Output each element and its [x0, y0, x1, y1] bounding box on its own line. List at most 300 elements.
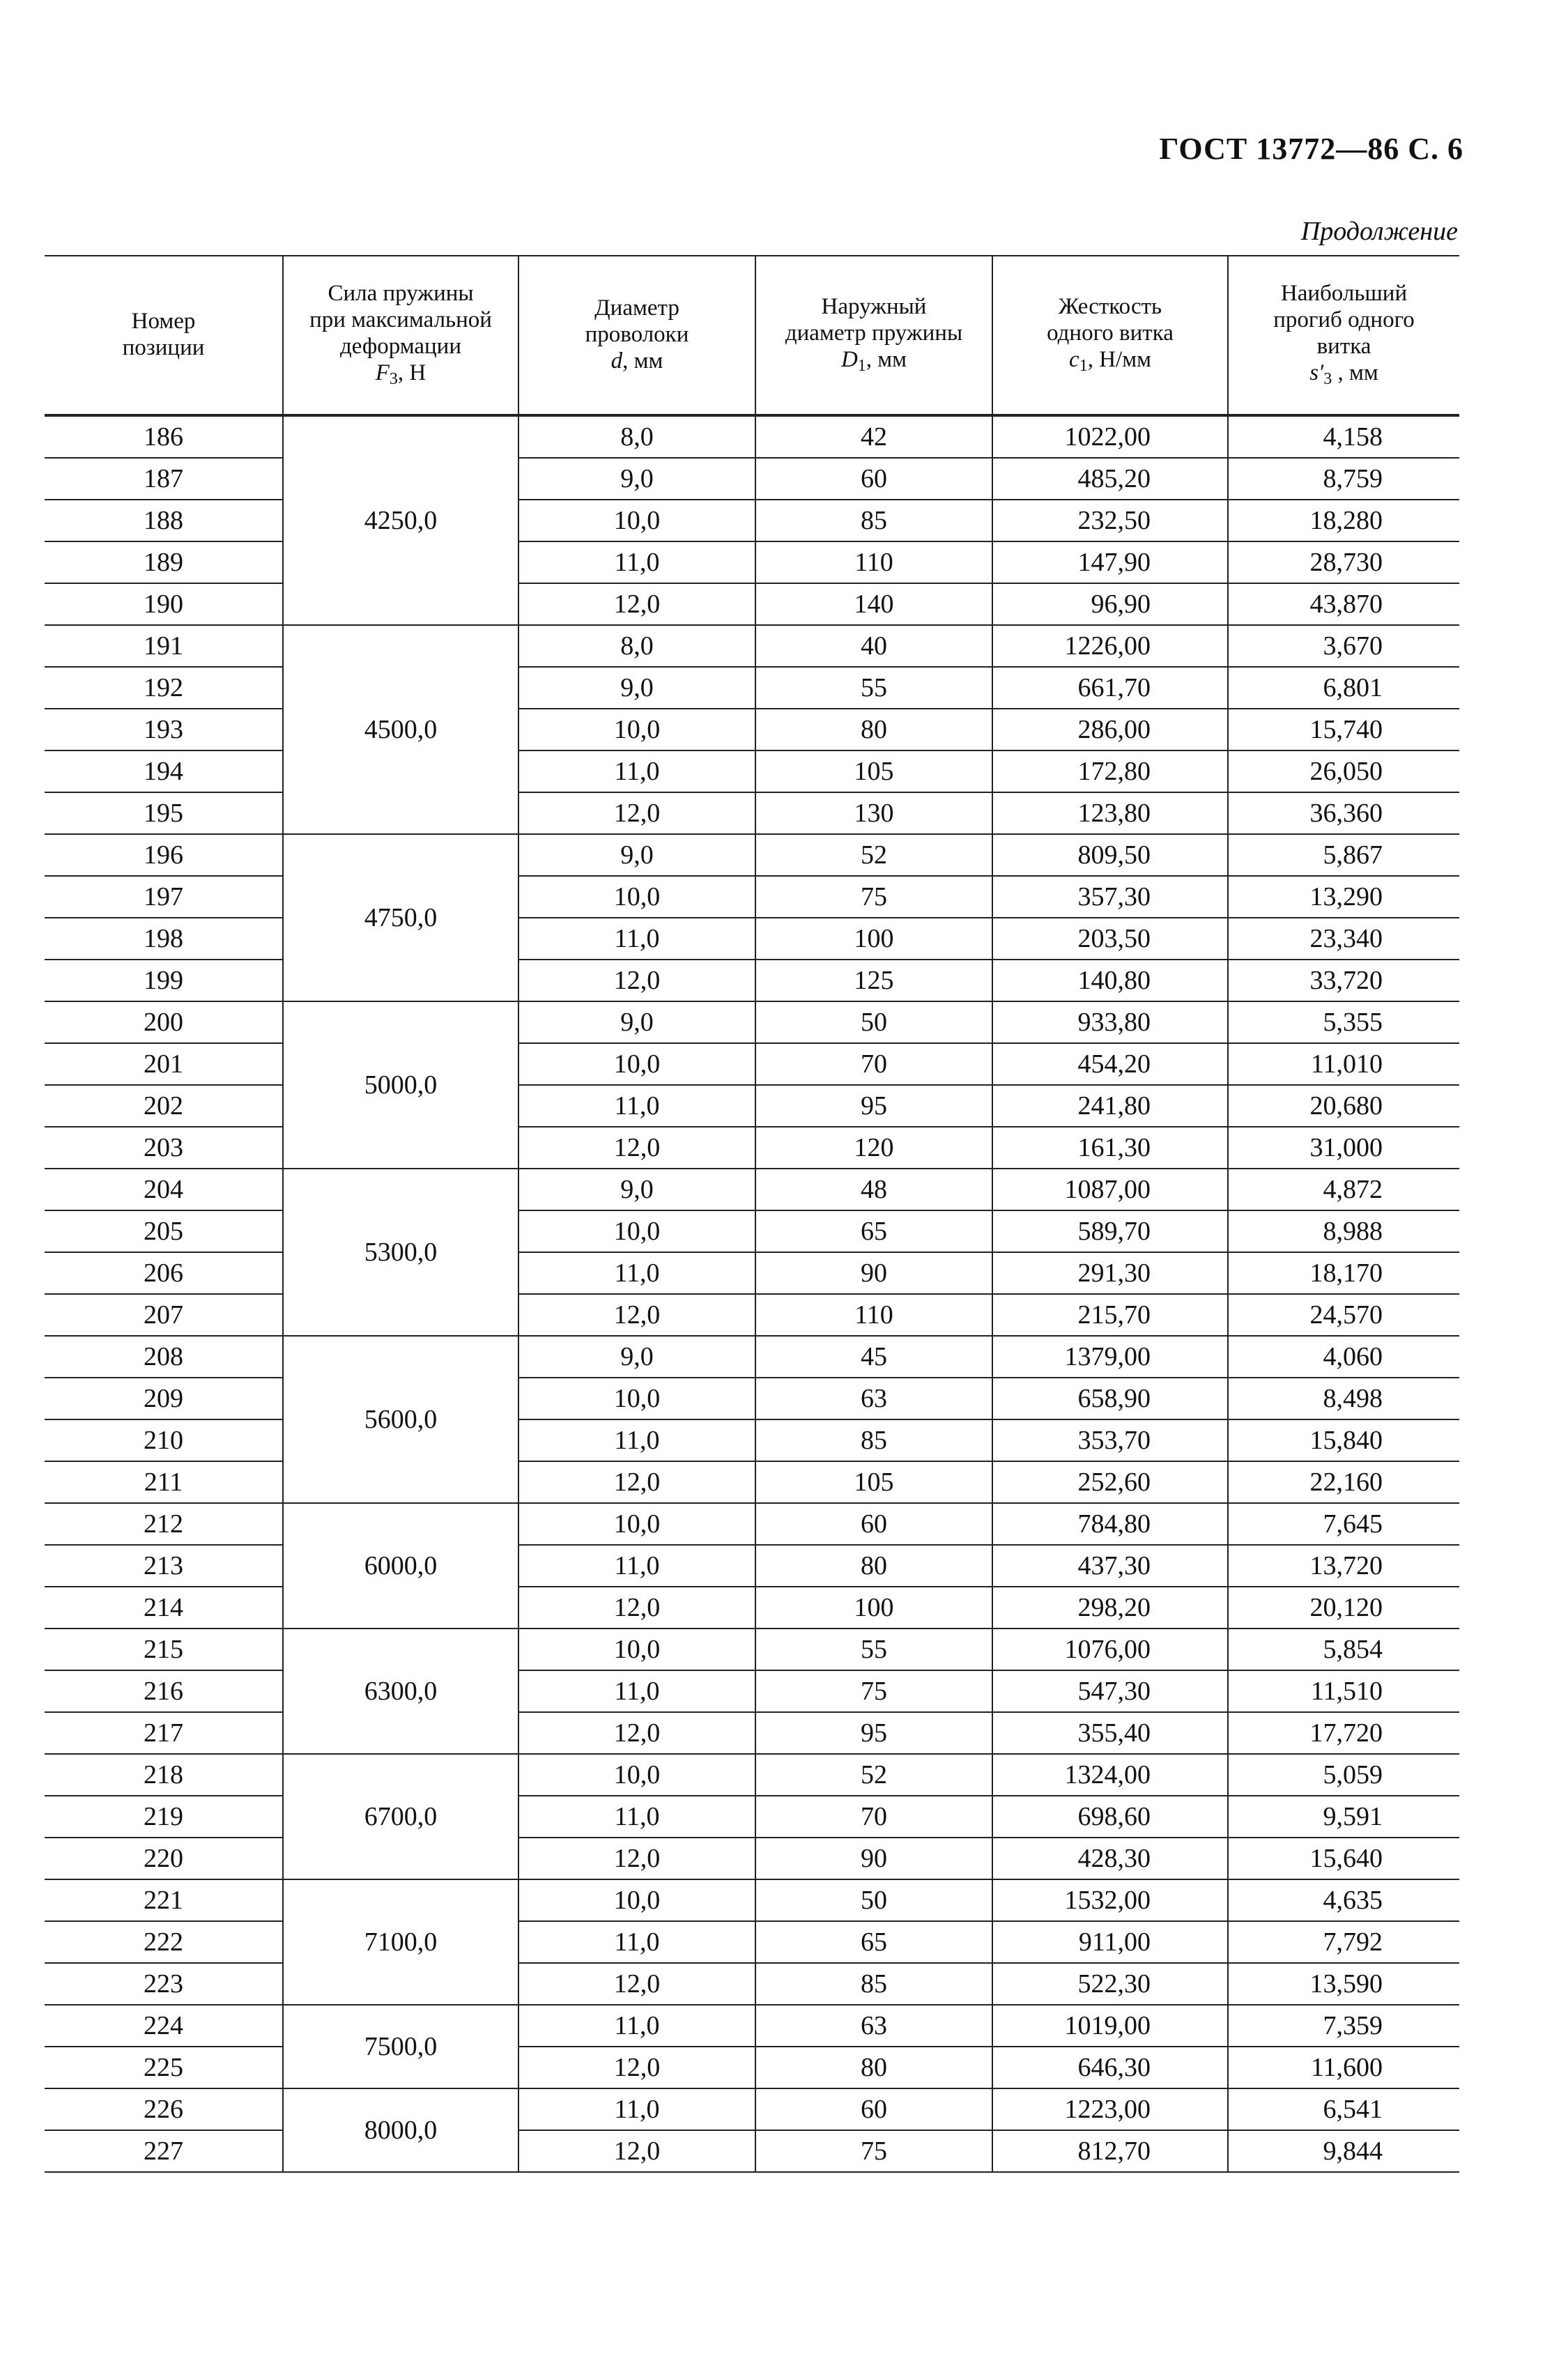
table-row [45, 1587, 1459, 1629]
table-row [45, 1169, 1459, 1210]
position-header [45, 256, 283, 415]
wire-diameter-cell: 12,0 [518, 1294, 755, 1336]
stiffness-cell: 547,30 [992, 1670, 1228, 1712]
force-cell: 6000,0 [283, 1503, 518, 1629]
position-cell: 209 [45, 1378, 283, 1419]
position-cell: 217 [45, 1712, 283, 1754]
deflection-cell: 8,988 [1228, 1210, 1459, 1252]
stiffness-cell: 147,90 [992, 541, 1228, 583]
deflection-cell: 24,570 [1228, 1294, 1459, 1336]
wire-diameter-cell: 11,0 [518, 750, 755, 792]
force-cell: 4250,0 [283, 415, 518, 625]
stiffness-cell: 911,00 [992, 1921, 1228, 1963]
stiffness-cell: 1076,00 [992, 1629, 1228, 1670]
position-cell: 193 [45, 709, 283, 750]
position-cell: 224 [45, 2005, 283, 2047]
stiffness-cell: 933,80 [992, 1001, 1228, 1043]
header-line: Жесткость [1058, 294, 1162, 320]
wire-diameter-cell: 11,0 [518, 918, 755, 960]
position-cell: 207 [45, 1294, 283, 1336]
wire-diameter-cell: 12,0 [518, 2047, 755, 2088]
wire-diameter-cell: 10,0 [518, 876, 755, 918]
deflection-cell: 7,645 [1228, 1503, 1459, 1545]
wire-diameter-cell: 9,0 [518, 834, 755, 876]
wire-diameter-cell: 10,0 [518, 1754, 755, 1796]
wire-diameter-cell: 11,0 [518, 1670, 755, 1712]
table-row [45, 2088, 1459, 2130]
header-unit: , мм [866, 347, 907, 373]
header-line: Диаметр [594, 295, 679, 321]
wire-diameter-cell: 11,0 [518, 1545, 755, 1587]
table-row [45, 1043, 1459, 1085]
deflection-cell: 18,170 [1228, 1252, 1459, 1294]
spring-table [45, 255, 1459, 2173]
position-cell: 198 [45, 918, 283, 960]
stiffness-cell: 646,30 [992, 2047, 1228, 2088]
stiffness-cell: 215,70 [992, 1294, 1228, 1336]
table-row [45, 960, 1459, 1001]
position-cell: 187 [45, 458, 283, 500]
deflection-cell: 15,640 [1228, 1838, 1459, 1879]
wire-diameter-cell: 10,0 [518, 1378, 755, 1419]
outer-diameter-header [755, 256, 992, 415]
position-cell: 213 [45, 1545, 283, 1587]
header-line: деформации [339, 334, 461, 360]
wire-diameter-cell: 12,0 [518, 2130, 755, 2172]
deflection-cell: 5,059 [1228, 1754, 1459, 1796]
table-row [45, 1461, 1459, 1503]
outer-diameter-cell: 95 [755, 1085, 992, 1127]
deflection-cell: 11,600 [1228, 2047, 1459, 2088]
outer-diameter-cell: 40 [755, 625, 992, 667]
outer-diameter-cell: 63 [755, 1378, 992, 1419]
stiffness-cell: 485,20 [992, 458, 1228, 500]
force-cell: 5600,0 [283, 1336, 518, 1503]
table-row [45, 1670, 1459, 1712]
outer-diameter-cell: 80 [755, 2047, 992, 2088]
force-cell: 6300,0 [283, 1629, 518, 1754]
outer-diameter-cell: 65 [755, 1210, 992, 1252]
deflection-cell: 13,290 [1228, 876, 1459, 918]
table-row [45, 918, 1459, 960]
stiffness-cell: 812,70 [992, 2130, 1228, 2172]
header-line: Сила пружины [328, 281, 474, 307]
wire-diameter-cell: 12,0 [518, 792, 755, 834]
position-cell: 225 [45, 2047, 283, 2088]
deflection-cell: 4,872 [1228, 1169, 1459, 1210]
position-cell: 223 [45, 1963, 283, 2005]
outer-diameter-cell: 75 [755, 1670, 992, 1712]
deflection-cell: 20,680 [1228, 1085, 1459, 1127]
wire-diameter-cell: 12,0 [518, 1838, 755, 1879]
stiffness-cell: 809,50 [992, 834, 1228, 876]
stiffness-cell: 1223,00 [992, 2088, 1228, 2130]
deflection-cell: 36,360 [1228, 792, 1459, 834]
header-symbol-subscript: 3 [1323, 370, 1332, 389]
stiffness-cell: 589,70 [992, 1210, 1228, 1252]
deflection-cell: 7,792 [1228, 1921, 1459, 1963]
position-cell: 212 [45, 1503, 283, 1545]
wire-diameter-cell: 9,0 [518, 458, 755, 500]
wire-diameter-cell: 12,0 [518, 1127, 755, 1169]
wire-diameter-cell: 11,0 [518, 541, 755, 583]
outer-diameter-cell: 52 [755, 1754, 992, 1796]
outer-diameter-cell: 50 [755, 1879, 992, 1921]
deflection-cell: 26,050 [1228, 750, 1459, 792]
table-row [45, 1796, 1459, 1838]
wire-diameter-cell: 12,0 [518, 583, 755, 625]
position-cell: 194 [45, 750, 283, 792]
wire-diameter-cell: 8,0 [518, 415, 755, 458]
position-cell: 189 [45, 541, 283, 583]
table-row [45, 876, 1459, 918]
stiffness-cell: 522,30 [992, 1963, 1228, 2005]
position-cell: 203 [45, 1127, 283, 1169]
table-row [45, 1754, 1459, 1796]
stiffness-cell: 658,90 [992, 1378, 1228, 1419]
wire-diameter-cell: 10,0 [518, 1503, 755, 1545]
stiffness-header [992, 256, 1228, 415]
outer-diameter-cell: 55 [755, 667, 992, 709]
outer-diameter-cell: 95 [755, 1712, 992, 1754]
outer-diameter-cell: 100 [755, 1587, 992, 1629]
position-cell: 196 [45, 834, 283, 876]
outer-diameter-cell: 110 [755, 541, 992, 583]
outer-diameter-cell: 45 [755, 1336, 992, 1378]
wire-diameter-header [518, 256, 755, 415]
outer-diameter-cell: 60 [755, 458, 992, 500]
wire-diameter-cell: 12,0 [518, 1712, 755, 1754]
table-row [45, 500, 1459, 541]
deflection-cell: 8,498 [1228, 1378, 1459, 1419]
position-cell: 199 [45, 960, 283, 1001]
deflection-cell: 9,844 [1228, 2130, 1459, 2172]
wire-diameter-cell: 10,0 [518, 500, 755, 541]
table-header [45, 256, 1459, 415]
outer-diameter-cell: 120 [755, 1127, 992, 1169]
table-row [45, 1838, 1459, 1879]
wire-diameter-cell: 9,0 [518, 667, 755, 709]
table-row [45, 1419, 1459, 1461]
position-cell: 210 [45, 1419, 283, 1461]
wire-diameter-cell: 9,0 [518, 1336, 755, 1378]
stiffness-cell: 286,00 [992, 709, 1228, 750]
wire-diameter-cell: 8,0 [518, 625, 755, 667]
deflection-cell: 18,280 [1228, 500, 1459, 541]
wire-diameter-cell: 10,0 [518, 1879, 755, 1921]
outer-diameter-cell: 60 [755, 1503, 992, 1545]
header-line: Номер [131, 309, 196, 334]
header-line: одного витка [1047, 321, 1174, 346]
outer-diameter-cell: 63 [755, 2005, 992, 2047]
header-unit: , Н/мм [1087, 347, 1151, 373]
table-row [45, 1963, 1459, 2005]
deflection-cell: 13,590 [1228, 1963, 1459, 2005]
outer-diameter-cell: 75 [755, 2130, 992, 2172]
header-symbol: s′ [1309, 360, 1324, 386]
deflection-header [1228, 256, 1459, 415]
header-symbol-subscript: 3 [389, 370, 398, 389]
stiffness-cell: 1019,00 [992, 2005, 1228, 2047]
outer-diameter-cell: 85 [755, 500, 992, 541]
wire-diameter-cell: 11,0 [518, 1419, 755, 1461]
stiffness-cell: 298,20 [992, 1587, 1228, 1629]
deflection-cell: 13,720 [1228, 1545, 1459, 1587]
wire-diameter-cell: 11,0 [518, 1796, 755, 1838]
position-cell: 190 [45, 583, 283, 625]
stiffness-cell: 1324,00 [992, 1754, 1228, 1796]
table-row [45, 1085, 1459, 1127]
deflection-cell: 7,359 [1228, 2005, 1459, 2047]
table-row [45, 1127, 1459, 1169]
stiffness-cell: 123,80 [992, 792, 1228, 834]
stiffness-cell: 291,30 [992, 1252, 1228, 1294]
stiffness-cell: 661,70 [992, 667, 1228, 709]
header-symbol-subscript: 1 [857, 357, 866, 376]
stiffness-cell: 252,60 [992, 1461, 1228, 1503]
position-cell: 195 [45, 792, 283, 834]
deflection-cell: 33,720 [1228, 960, 1459, 1001]
table-row [45, 1503, 1459, 1545]
force-cell: 8000,0 [283, 2088, 518, 2172]
wire-diameter-cell: 11,0 [518, 1252, 755, 1294]
force-cell: 5300,0 [283, 1169, 518, 1336]
wire-diameter-cell: 12,0 [518, 1461, 755, 1503]
position-cell: 204 [45, 1169, 283, 1210]
wire-diameter-cell: 12,0 [518, 1963, 755, 2005]
header-line: Наружный [821, 294, 927, 320]
position-cell: 216 [45, 1670, 283, 1712]
outer-diameter-cell: 140 [755, 583, 992, 625]
deflection-cell: 11,010 [1228, 1043, 1459, 1085]
table-row [45, 415, 1459, 458]
wire-diameter-cell: 10,0 [518, 1210, 755, 1252]
table-row [45, 834, 1459, 876]
table-body [45, 415, 1459, 2172]
table-row [45, 667, 1459, 709]
outer-diameter-cell: 48 [755, 1169, 992, 1210]
deflection-cell: 17,720 [1228, 1712, 1459, 1754]
position-cell: 219 [45, 1796, 283, 1838]
table-row [45, 1545, 1459, 1587]
deflection-cell: 5,867 [1228, 834, 1459, 876]
deflection-cell: 20,120 [1228, 1587, 1459, 1629]
header-symbol: d [610, 348, 623, 374]
stiffness-cell: 1532,00 [992, 1879, 1228, 1921]
stiffness-cell: 357,30 [992, 876, 1228, 918]
deflection-cell: 6,801 [1228, 667, 1459, 709]
outer-diameter-cell: 80 [755, 1545, 992, 1587]
deflection-cell: 5,355 [1228, 1001, 1459, 1043]
stiffness-cell: 428,30 [992, 1838, 1228, 1879]
wire-diameter-cell: 10,0 [518, 1629, 755, 1670]
outer-diameter-cell: 55 [755, 1629, 992, 1670]
header-unit: , Н [397, 360, 426, 386]
force-cell: 6700,0 [283, 1754, 518, 1879]
table-row [45, 1252, 1459, 1294]
header-line: проволоки [585, 322, 689, 348]
header-line: позиции [122, 335, 205, 360]
position-cell: 221 [45, 1879, 283, 1921]
wire-diameter-cell: 12,0 [518, 1587, 755, 1629]
wire-diameter-cell: 11,0 [518, 2088, 755, 2130]
force-cell: 7500,0 [283, 2005, 518, 2088]
stiffness-cell: 353,70 [992, 1419, 1228, 1461]
outer-diameter-cell: 75 [755, 876, 992, 918]
wire-diameter-cell: 11,0 [518, 2005, 755, 2047]
table-row [45, 1921, 1459, 1963]
force-cell: 4500,0 [283, 625, 518, 834]
table-row [45, 541, 1459, 583]
deflection-cell: 22,160 [1228, 1461, 1459, 1503]
stiffness-cell: 1226,00 [992, 625, 1228, 667]
position-cell: 197 [45, 876, 283, 918]
position-cell: 208 [45, 1336, 283, 1378]
table-row [45, 1336, 1459, 1378]
force-header [283, 256, 518, 415]
header-unit: , мм [1332, 360, 1378, 386]
position-cell: 227 [45, 2130, 283, 2172]
deflection-cell: 6,541 [1228, 2088, 1459, 2130]
table-row [45, 1879, 1459, 1921]
header-symbol: F [375, 360, 390, 386]
table-row [45, 2130, 1459, 2172]
stiffness-cell: 784,80 [992, 1503, 1228, 1545]
table-row [45, 1378, 1459, 1419]
outer-diameter-cell: 65 [755, 1921, 992, 1963]
deflection-cell: 5,854 [1228, 1629, 1459, 1670]
outer-diameter-cell: 85 [755, 1963, 992, 2005]
position-cell: 215 [45, 1629, 283, 1670]
header-line: прогиб одного [1273, 307, 1415, 333]
outer-diameter-cell: 105 [755, 1461, 992, 1503]
outer-diameter-cell: 85 [755, 1419, 992, 1461]
wire-diameter-cell: 9,0 [518, 1169, 755, 1210]
position-cell: 220 [45, 1838, 283, 1879]
wire-diameter-cell: 11,0 [518, 1921, 755, 1963]
stiffness-cell: 96,90 [992, 583, 1228, 625]
outer-diameter-cell: 80 [755, 709, 992, 750]
position-cell: 218 [45, 1754, 283, 1796]
outer-diameter-cell: 90 [755, 1838, 992, 1879]
stiffness-cell: 698,60 [992, 1796, 1228, 1838]
header-symbol: c [1069, 347, 1079, 373]
table-row [45, 1294, 1459, 1336]
deflection-cell: 15,740 [1228, 709, 1459, 750]
wire-diameter-cell: 12,0 [518, 960, 755, 1001]
force-cell: 5000,0 [283, 1001, 518, 1169]
header-unit: , мм [622, 348, 663, 374]
wire-diameter-cell: 9,0 [518, 1001, 755, 1043]
wire-diameter-cell: 10,0 [518, 1043, 755, 1085]
outer-diameter-cell: 70 [755, 1796, 992, 1838]
stiffness-cell: 203,50 [992, 918, 1228, 960]
position-cell: 186 [45, 415, 283, 458]
position-cell: 205 [45, 1210, 283, 1252]
outer-diameter-cell: 42 [755, 415, 992, 458]
position-cell: 201 [45, 1043, 283, 1085]
position-cell: 222 [45, 1921, 283, 1963]
stiffness-cell: 232,50 [992, 500, 1228, 541]
outer-diameter-cell: 130 [755, 792, 992, 834]
continuation-label: Продолжение [1300, 217, 1458, 246]
deflection-cell: 4,158 [1228, 415, 1459, 458]
stiffness-cell: 1022,00 [992, 415, 1228, 458]
deflection-cell: 11,510 [1228, 1670, 1459, 1712]
position-cell: 191 [45, 625, 283, 667]
table-row [45, 2047, 1459, 2088]
table-row [45, 1001, 1459, 1043]
header-line: при максимальной [309, 307, 492, 333]
deflection-cell: 8,759 [1228, 458, 1459, 500]
position-cell: 188 [45, 500, 283, 541]
table-row [45, 2005, 1459, 2047]
header-line: Наибольший [1280, 281, 1408, 307]
stiffness-cell: 1379,00 [992, 1336, 1228, 1378]
deflection-cell: 3,670 [1228, 625, 1459, 667]
table-row [45, 750, 1459, 792]
position-cell: 192 [45, 667, 283, 709]
position-cell: 211 [45, 1461, 283, 1503]
table-row [45, 1210, 1459, 1252]
outer-diameter-cell: 110 [755, 1294, 992, 1336]
position-cell: 214 [45, 1587, 283, 1629]
deflection-cell: 23,340 [1228, 918, 1459, 960]
position-cell: 202 [45, 1085, 283, 1127]
stiffness-cell: 172,80 [992, 750, 1228, 792]
deflection-cell: 4,635 [1228, 1879, 1459, 1921]
stiffness-cell: 241,80 [992, 1085, 1228, 1127]
outer-diameter-cell: 52 [755, 834, 992, 876]
table-row [45, 625, 1459, 667]
deflection-cell: 43,870 [1228, 583, 1459, 625]
wire-diameter-cell: 10,0 [518, 709, 755, 750]
position-cell: 200 [45, 1001, 283, 1043]
stiffness-cell: 1087,00 [992, 1169, 1228, 1210]
position-cell: 206 [45, 1252, 283, 1294]
header-symbol-subscript: 1 [1079, 357, 1088, 376]
force-cell: 7100,0 [283, 1879, 518, 2005]
position-cell: 226 [45, 2088, 283, 2130]
deflection-cell: 28,730 [1228, 541, 1459, 583]
outer-diameter-cell: 100 [755, 918, 992, 960]
deflection-cell: 15,840 [1228, 1419, 1459, 1461]
stiffness-cell: 355,40 [992, 1712, 1228, 1754]
page-header: ГОСТ 13772—86 С. 6 [1159, 132, 1463, 166]
table-row [45, 792, 1459, 834]
wire-diameter-cell: 11,0 [518, 1085, 755, 1127]
outer-diameter-cell: 125 [755, 960, 992, 1001]
force-cell: 4750,0 [283, 834, 518, 1001]
table-row [45, 583, 1459, 625]
table-row [45, 709, 1459, 750]
outer-diameter-cell: 60 [755, 2088, 992, 2130]
outer-diameter-cell: 90 [755, 1252, 992, 1294]
stiffness-cell: 140,80 [992, 960, 1228, 1001]
header-symbol: D [840, 347, 858, 373]
deflection-cell: 31,000 [1228, 1127, 1459, 1169]
outer-diameter-cell: 105 [755, 750, 992, 792]
header-line: витка [1316, 334, 1371, 360]
table-row [45, 1712, 1459, 1754]
header-line: диаметр пружины [785, 321, 963, 346]
table-row [45, 458, 1459, 500]
stiffness-cell: 454,20 [992, 1043, 1228, 1085]
outer-diameter-cell: 50 [755, 1001, 992, 1043]
stiffness-cell: 161,30 [992, 1127, 1228, 1169]
deflection-cell: 9,591 [1228, 1796, 1459, 1838]
deflection-cell: 4,060 [1228, 1336, 1459, 1378]
